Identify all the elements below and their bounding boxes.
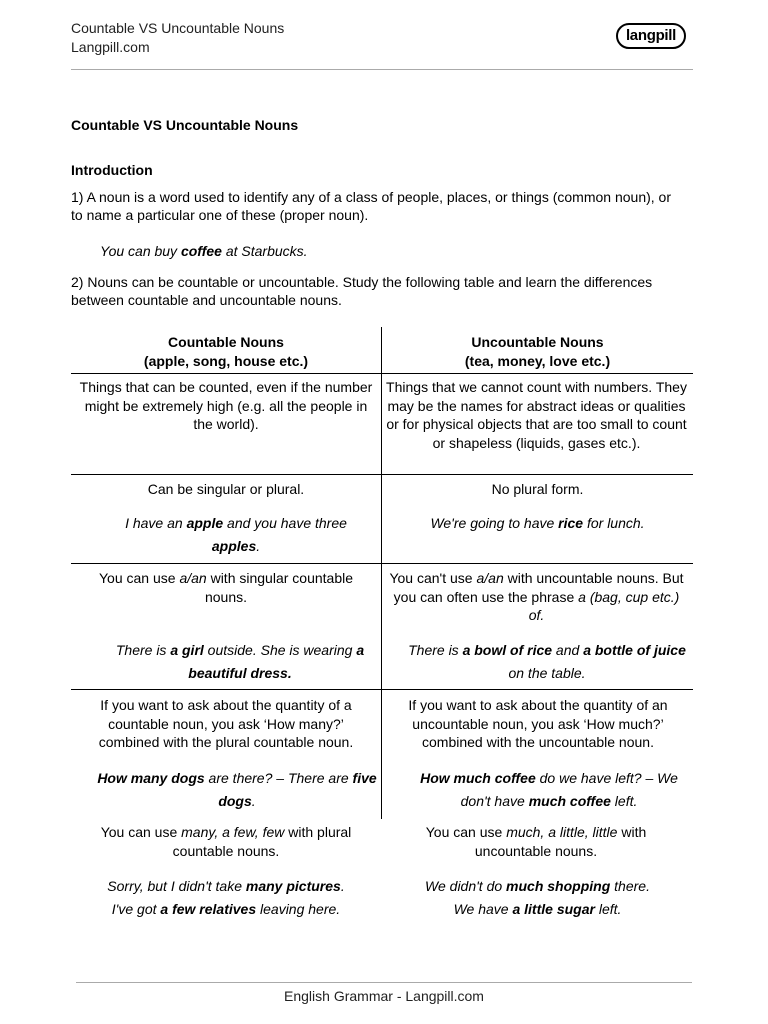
table-column-divider bbox=[381, 327, 382, 819]
header-countable: Countable Nouns (apple, song, house etc.) bbox=[143, 334, 309, 369]
row4-countable-example: How many dogs are there? – There are five dogs. bbox=[97, 770, 377, 809]
document-title: Countable VS Uncountable Nouns bbox=[71, 117, 299, 133]
header-title: Countable VS Uncountable Nouns bbox=[71, 20, 285, 36]
row4-uncountable: If you want to ask about the quantity of an uncountable noun, you ask ‘How much?’ combined with the uncountable noun. bbox=[408, 697, 668, 750]
langpill-logo: langpill bbox=[616, 23, 686, 49]
footer-divider bbox=[76, 982, 692, 983]
row5-uncountable-example-2: We have a little sugar left. bbox=[453, 901, 622, 917]
row5-countable-example-2: I've got a few relatives leaving here. bbox=[111, 901, 341, 917]
row3-countable: You can use a/an with singular countable nouns. bbox=[98, 570, 353, 605]
row4-countable: If you want to ask about the quantity of a countable noun, you ask ‘How many?’ combined with the plural countable noun. bbox=[98, 697, 354, 750]
header-divider bbox=[71, 69, 693, 70]
intro-paragraph-2: 2) Nouns can be countable or uncountable. Study the following table and learn the differences between countable and uncountable nouns. bbox=[71, 274, 653, 308]
row2-countable-example: I have an apple and you have three apples. bbox=[125, 515, 347, 554]
row3-countable-example: There is a girl outside. She is wearing a beautiful dress. bbox=[115, 642, 365, 681]
row1-uncountable: Things that we cannot count with numbers. They may be the names for abstract ideas or qualities or for physical objects that are too small to count or shapeless (liquids, gases etc.). bbox=[386, 379, 687, 451]
example-coffee: You can buy coffee at Starbucks. bbox=[100, 243, 308, 259]
intro-heading: Introduction bbox=[71, 162, 153, 178]
comparison-table bbox=[71, 327, 693, 947]
row4-uncountable-example: How much coffee do we have left? – We don't have much coffee left. bbox=[420, 770, 678, 809]
table-rule bbox=[71, 563, 693, 564]
footer-text: English Grammar - Langpill.com bbox=[284, 988, 484, 1004]
row2-uncountable: No plural form. bbox=[491, 481, 584, 497]
row3-uncountable-example: There is a bowl of rice and a bottle of juice on the table. bbox=[408, 642, 686, 681]
intro-paragraph-1: 1) A noun is a word used to identify any of a class of people, places, or things (common noun), or to name a particular one of these (proper noun). bbox=[71, 189, 672, 223]
header-uncountable: Uncountable Nouns (tea, money, love etc.) bbox=[464, 334, 611, 369]
row1-countable: Things that can be counted, even if the number might be extremely high (e.g. all the people in the world). bbox=[79, 379, 373, 432]
row2-uncountable-example: We're going to have rice for lunch. bbox=[430, 515, 645, 531]
table-rule bbox=[71, 373, 693, 374]
table-rule bbox=[71, 689, 693, 690]
row2-countable: Can be singular or plural. bbox=[147, 481, 305, 497]
row5-uncountable-example-1: We didn't do much shopping there. bbox=[425, 878, 650, 894]
table-rule bbox=[71, 474, 693, 475]
row5-countable: You can use many, a few, few with plural countable nouns. bbox=[100, 824, 352, 859]
header-site: Langpill.com bbox=[71, 39, 150, 55]
row3-uncountable: You can't use a/an with uncountable nouns. But you can often use the phrase a (bag, cup etc.) of. bbox=[389, 570, 684, 623]
row5-countable-example-1: Sorry, but I didn't take many pictures. bbox=[107, 878, 345, 894]
row5-uncountable: You can use much, a little, little with uncountable nouns. bbox=[425, 824, 647, 859]
